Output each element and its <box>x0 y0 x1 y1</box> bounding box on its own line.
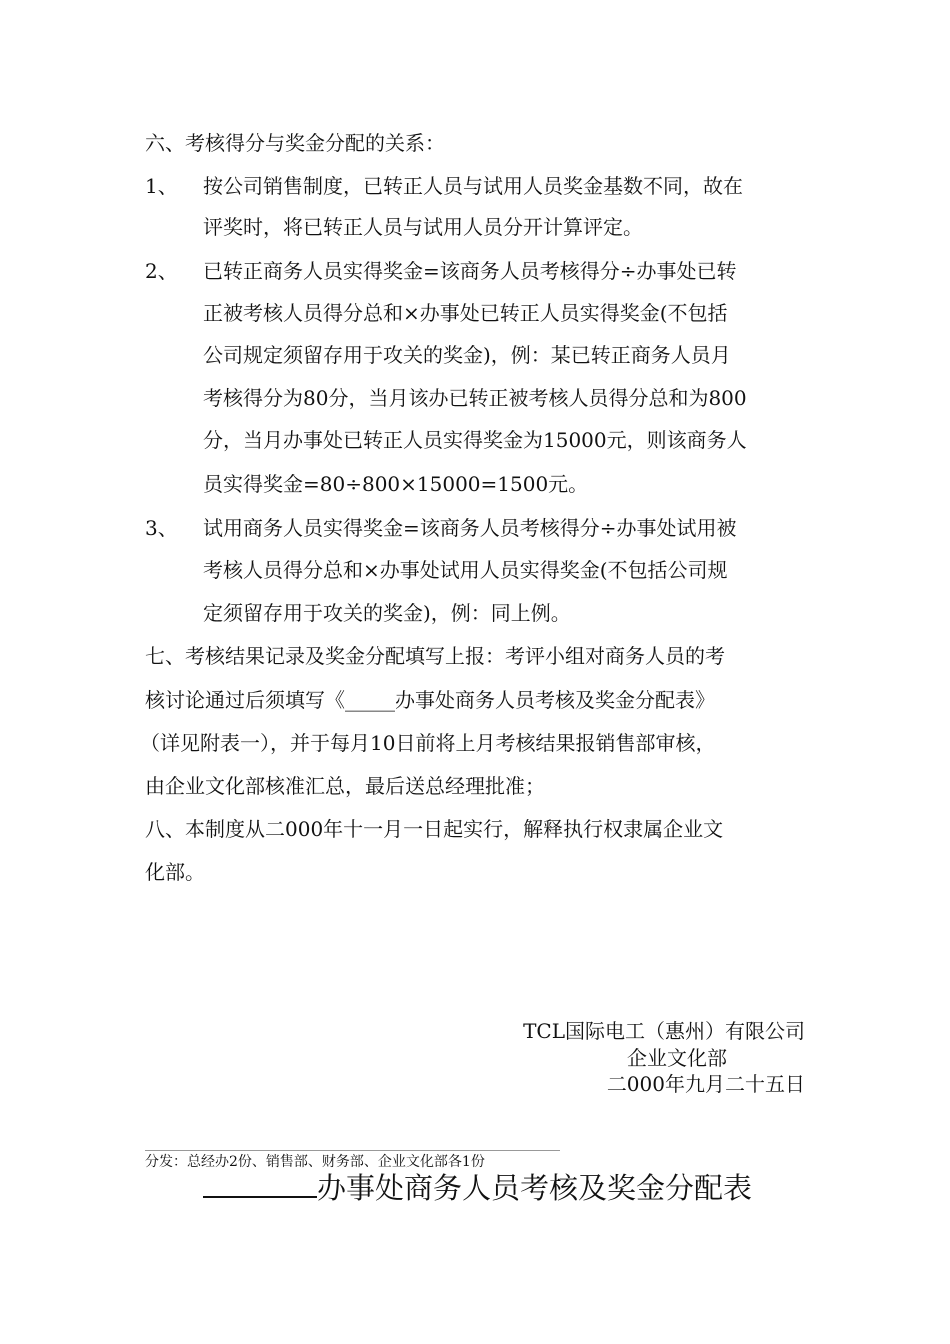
item-2-line-2: 正被考核人员得分总和×办事处已转正人员实得奖金(不包括 <box>203 301 728 325</box>
item-2-line-1: 已转正商务人员实得奖金=该商务人员考核得分÷办事处已转 <box>203 259 737 283</box>
section-seven-line-1: 七、考核结果记录及奖金分配填写上报：考评小组对商务人员的考 <box>145 644 725 668</box>
item-3-line-3: 定须留存用于攻关的奖金)，例：同上例。 <box>203 601 571 625</box>
section-eight-line-1: 八、本制度从二000年十一月一日起实行，解释执行权隶属企业文 <box>145 817 724 841</box>
form-title <box>203 1168 752 1208</box>
signature-company: TCL国际电工（惠州）有限公司 <box>523 1019 805 1043</box>
office-name-blank <box>203 1168 317 1198</box>
signature-date: 二000年九月二十五日 <box>606 1072 805 1096</box>
distribution-note: 分发：总经办2份、销售部、财务部、企业文化部各1份 <box>145 1154 485 1170</box>
section-seven-line-4: 由企业文化部核准汇总，最后送总经理批准； <box>145 774 545 798</box>
item-2-line-4: 考核得分为80分，当月该办已转正被考核人员得分总和为800 <box>203 386 747 410</box>
form-title-text: 办事处商务人员考核及奖金分配表 <box>317 1171 753 1205</box>
item-2-line-3: 公司规定须留存用于攻关的奖金)，例：某已转正商务人员月 <box>203 343 731 367</box>
item-3-line-1: 试用商务人员实得奖金=该商务人员考核得分÷办事处试用被 <box>203 516 737 540</box>
signature-department: 企业文化部 <box>627 1046 727 1070</box>
section-seven-line-2: 核讨论通过后须填写《_____办事处商务人员考核及奖金分配表》 <box>145 688 715 712</box>
item-3-number: 3、 <box>145 516 178 540</box>
item-3-line-2: 考核人员得分总和×办事处试用人员实得奖金(不包括公司规 <box>203 558 728 582</box>
section-six-heading: 六、考核得分与奖金分配的关系： <box>145 131 445 155</box>
item-1-line-2: 评奖时，将已转正人员与试用人员分开计算评定。 <box>203 215 643 239</box>
item-2-line-6: 员实得奖金=80÷800×15000=1500元。 <box>203 472 589 496</box>
section-eight-line-2: 化部。 <box>145 860 205 884</box>
section-seven-line-3: （详见附表一），并于每月10日前将上月考核结果报销售部审核， <box>140 731 716 755</box>
item-2-number: 2、 <box>145 259 178 283</box>
item-2-line-5: 分，当月办事处已转正人员实得奖金为15000元，则该商务人 <box>203 428 747 452</box>
item-1-line-1: 按公司销售制度，已转正人员与试用人员奖金基数不同，故在 <box>203 174 743 198</box>
footer-divider <box>145 1150 560 1151</box>
item-1-number: 1、 <box>145 174 178 198</box>
